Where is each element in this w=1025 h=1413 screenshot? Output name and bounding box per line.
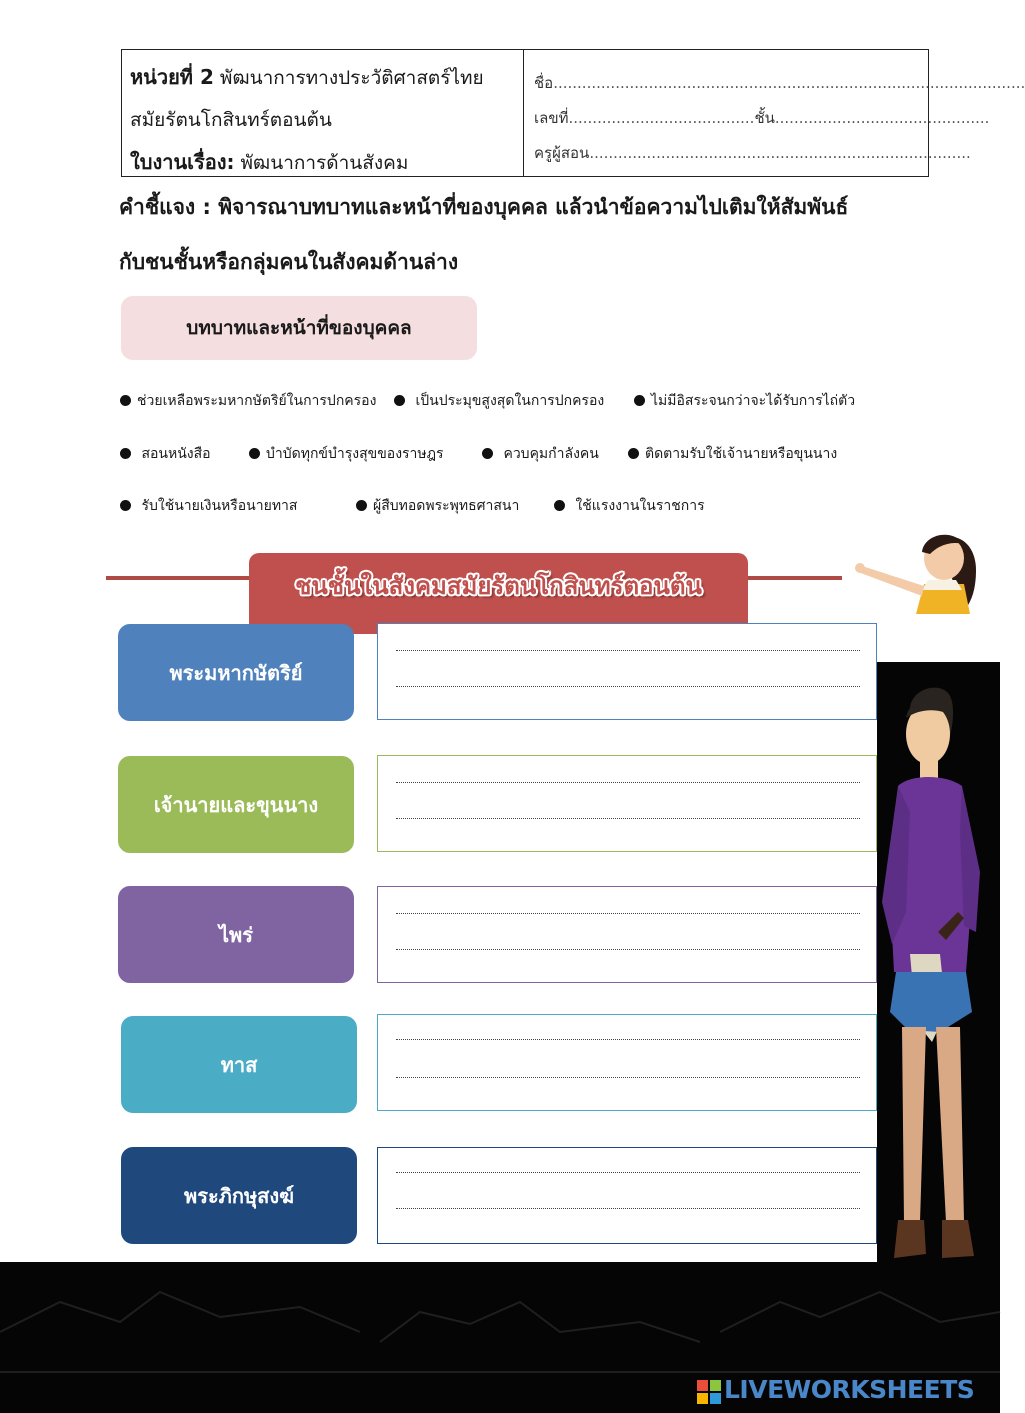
class-label: เจ้านายและขุนนาง xyxy=(153,792,319,817)
number-field[interactable]: ....................................... xyxy=(568,109,755,127)
list-item[interactable]: ไม่มีอิสระจนกว่าจะได้รับการไถ่ตัว xyxy=(634,390,855,412)
instructions-line-2: กับชนชั้นหรือกลุ่มคนในสังคมด้านล่าง xyxy=(119,250,459,274)
instructions-line-1: คำชี้แจง : พิจารณาบทบาทและหน้าที่ของบุคคล แล้วนำข้อความไปเติมให้สัมพันธ์ xyxy=(119,195,849,219)
number-label: เลขที่ xyxy=(534,109,569,127)
list-item[interactable]: ผู้สืบทอดพระพุทธศาสนา xyxy=(356,495,519,517)
liveworksheets-logo-icon xyxy=(697,1380,721,1404)
answer-line[interactable] xyxy=(396,686,860,687)
student-info xyxy=(524,50,1025,192)
list-item[interactable]: เป็นประมุขสูงสุดในการปกครอง xyxy=(394,390,604,412)
bullet-icon xyxy=(554,500,565,511)
section-banner xyxy=(249,553,748,634)
bullet-icon xyxy=(120,395,131,406)
answer-box-king[interactable] xyxy=(377,623,877,720)
name-field[interactable]: ................................................................................................... xyxy=(553,74,1025,92)
class-field[interactable]: ............................................. xyxy=(774,109,990,127)
bullet-icon xyxy=(394,395,405,406)
class-label: ไพร่ xyxy=(219,922,253,947)
list-item[interactable]: ช่วยเหลือพระมหากษัตริย์ในการปกครอง xyxy=(120,390,376,412)
list-item[interactable]: ติดตามรับใช้เจ้านายหรือขุนนาง xyxy=(628,443,837,465)
class-king xyxy=(118,624,354,721)
header-box xyxy=(121,49,1025,177)
class-monks xyxy=(121,1147,357,1244)
answer-line[interactable] xyxy=(396,818,860,819)
list-item[interactable]: บำบัดทุกข์บำรุงสุขของราษฎร xyxy=(249,443,444,465)
unit-label: หน่วยที่ 2 xyxy=(130,65,214,89)
list-item[interactable]: สอนหนังสือ xyxy=(120,443,211,465)
answer-line[interactable] xyxy=(396,1208,860,1209)
list-item[interactable]: ควบคุมกำลังคน xyxy=(482,443,599,465)
list-item[interactable]: ใช้แรงงานในราชการ xyxy=(554,495,705,517)
bullet-icon xyxy=(482,448,493,459)
answer-line[interactable] xyxy=(396,949,860,950)
class-label: ชั้น xyxy=(754,109,775,127)
answer-line[interactable] xyxy=(396,650,860,651)
girl-pointing-illustration xyxy=(852,528,982,618)
answer-line[interactable] xyxy=(396,913,860,914)
bullet-icon xyxy=(356,500,367,511)
section-title: ชนชั้นในสังคมสมัยรัตนโกสินทร์ตอนต้น xyxy=(295,572,702,600)
worksheet-label: ใบงานเรื่อง: xyxy=(130,150,235,174)
man-illustration xyxy=(880,682,992,1277)
answer-line[interactable] xyxy=(396,1172,860,1173)
bullet-icon xyxy=(249,448,260,459)
unit-info xyxy=(122,50,524,176)
class-label: ทาส xyxy=(220,1052,258,1077)
class-nobility xyxy=(118,756,354,853)
teacher-field[interactable]: ................................................................................ xyxy=(589,144,971,162)
bullet-icon xyxy=(628,448,639,459)
answer-line[interactable] xyxy=(396,782,860,783)
class-slaves xyxy=(121,1016,357,1113)
list-item[interactable]: รับใช้นายเงินหรือนายทาส xyxy=(120,495,297,517)
answer-box-monks[interactable] xyxy=(377,1147,877,1244)
watermark[interactable]: LIVEWORKSHEETS xyxy=(724,1375,975,1404)
worksheet-title: พัฒนาการด้านสังคม xyxy=(240,152,409,174)
answer-box-nobility[interactable] xyxy=(377,755,877,852)
unit-subtitle: สมัยรัตนโกสินทร์ตอนต้น xyxy=(130,109,332,131)
class-label: พระมหากษัตริย์ xyxy=(169,660,303,685)
answer-line[interactable] xyxy=(396,1077,860,1078)
name-label: ชื่อ xyxy=(534,74,554,92)
unit-title: พัฒนาการทางประวัติศาสตร์ไทย xyxy=(219,67,484,89)
divider-right xyxy=(744,576,842,580)
roles-heading xyxy=(121,296,477,360)
bullet-icon xyxy=(634,395,645,406)
answer-box-commoners[interactable] xyxy=(377,886,877,983)
bullet-icon xyxy=(120,500,131,511)
roles-heading-text: บทบาทและหน้าที่ของบุคคล xyxy=(186,317,412,339)
instructions xyxy=(119,180,879,290)
teacher-label: ครูผู้สอน xyxy=(534,144,590,162)
answer-box-slaves[interactable] xyxy=(377,1014,877,1111)
answer-line[interactable] xyxy=(396,1039,860,1040)
class-commoners xyxy=(118,886,354,983)
class-label: พระภิกษุสงฆ์ xyxy=(184,1183,294,1208)
divider-left xyxy=(106,576,256,580)
bullet-icon xyxy=(120,448,131,459)
